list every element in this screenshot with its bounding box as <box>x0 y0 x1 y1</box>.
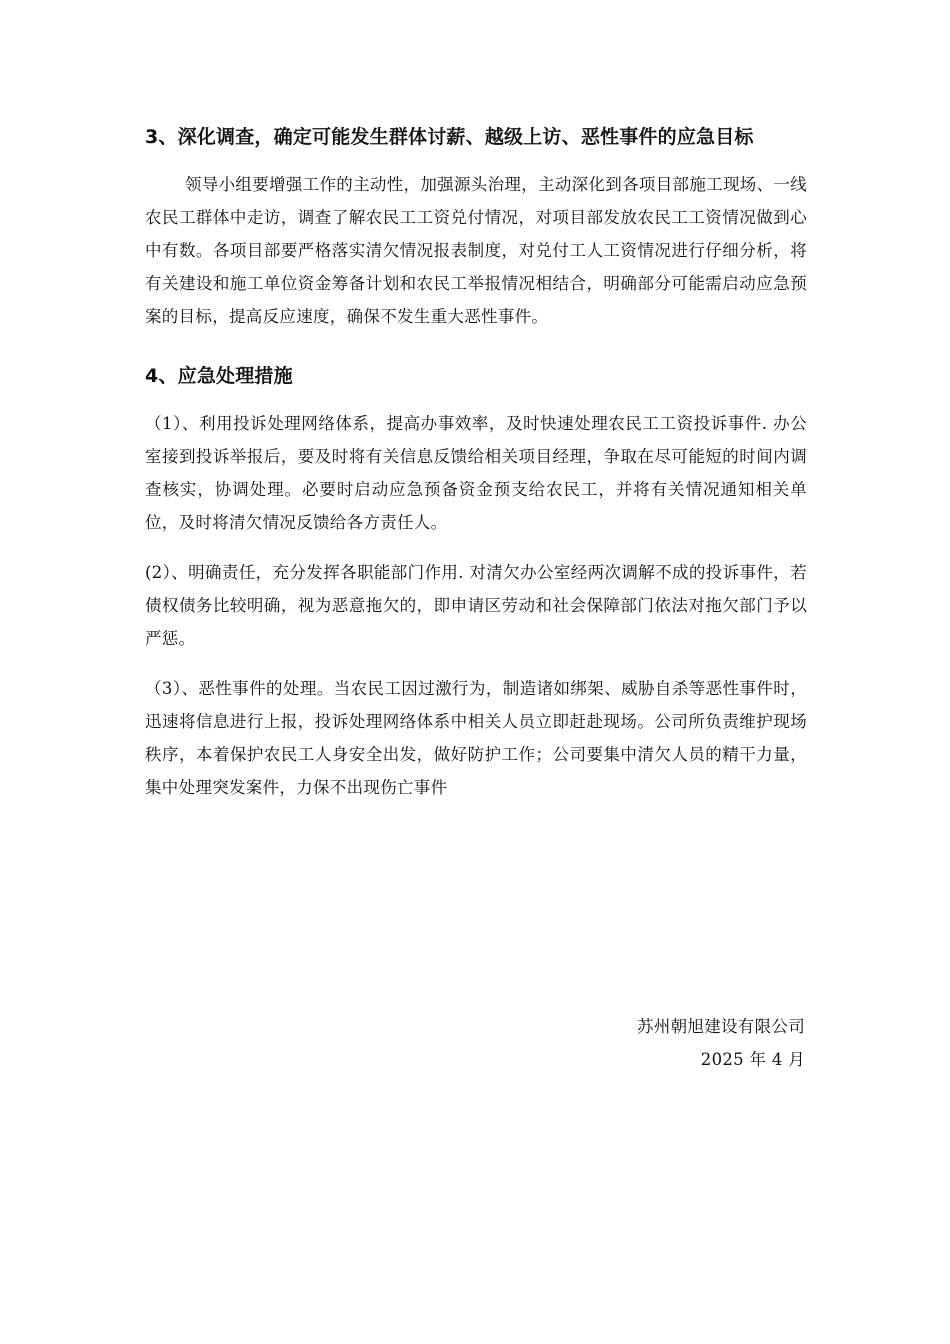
company-name: 苏州朝旭建设有限公司 <box>637 1017 805 1036</box>
section-3-heading: 3、深化调查，确定可能发生群体讨薪、越级上访、恶性事件的应急目标 <box>145 126 754 148</box>
document-body <box>145 124 807 804</box>
measure-3-paragraph: （3）、恶性事件的处理。当农民工因过激行为，制造诸如绑架、威胁自杀等恶性事件时，迅速将信息进行上报，投诉处理网络体系中相关人员立即赶赴现场。公司所负责维护现场秩序，本着保护农民工人身安全出发，做好防护工作；公司要集中清欠人员的精干力量，集中处理突发案件，力保不出现伤亡事件 <box>145 679 807 797</box>
measure-1-paragraph: （1）、利用投诉处理网络体系，提高办事效率，及时快速处理农民工工资投诉事件. 办公室接到投诉举报后，要及时将有关信息反馈给相关项目经理，争取在尽可能短的时间内调查核实，协调处理。必要时启动应急预备资金预支给农民工，并将有关情况通知相关单位，及时将清欠情况反馈给各方责任人。 <box>145 414 807 532</box>
section-3-paragraph: 领导小组要增强工作的主动性，加强源头治理，主动深化到各项目部施工现场、一线农民工群体中走访，调查了解农民工工资兑付情况，对项目部发放农民工工资情况做到心中有数。各项目部要严格落实清欠情况报表制度，对兑付工人工资情况进行仔细分析，将有关建设和施工单位资金筹备计划和农民工举报情况相结合，明确部分可能需启动应急预案的目标，提高反应速度，确保不发生重大恶性事件。 <box>145 175 807 326</box>
document-date: 2025 年 4 月 <box>700 1050 805 1069</box>
signature-block <box>637 1010 805 1076</box>
measure-2-paragraph: (2）、明确责任，充分发挥各职能部门作用. 对清欠办公室经两次调解不成的投诉事件，若债权债务比较明确，视为恶意拖欠的，即申请区劳动和社会保障部门依法对拖欠部门予以严惩。 <box>145 563 807 648</box>
section-4-heading: 4、应急处理措施 <box>145 365 293 387</box>
